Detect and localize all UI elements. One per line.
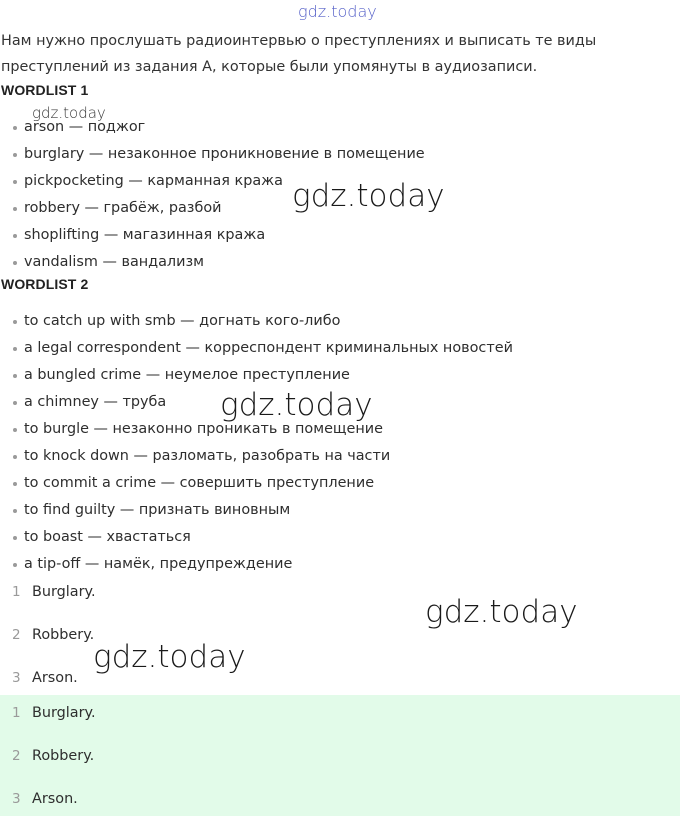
list-item: to catch up with smb — догнать кого-либо	[0, 308, 680, 335]
answer-item	[0, 743, 680, 786]
answer-item	[0, 579, 680, 622]
answer-item	[0, 700, 680, 743]
list-item: to burgle — незаконно проникать в помещение	[0, 416, 680, 443]
intro-text: Нам нужно прослушать радиоинтервью о преступлениях и выписать те виды преступлений из задания А, которые были упомянуты в аудиозаписи.	[1, 33, 597, 75]
list-item: arson — поджог	[0, 114, 680, 141]
watermark: gdz.today	[93, 639, 246, 675]
answer-number: 1	[12, 584, 21, 600]
list-item: a tip-off — намёк, предупреждение	[0, 551, 680, 578]
wordlist-2-heading: WORDLIST 2	[1, 276, 89, 292]
watermark-small: gdz.today	[32, 104, 106, 122]
wordlist-1-heading: WORDLIST 1	[1, 82, 89, 98]
list-item: a chimney — труба	[0, 389, 680, 416]
list-item: robbery — грабёж, разбой	[0, 195, 680, 222]
list-item: to boast — хвастаться	[0, 524, 680, 551]
answer-number: 1	[12, 705, 21, 721]
answer-text: Burglary.	[32, 584, 96, 600]
list-item: shoplifting — магазинная кража	[0, 222, 680, 249]
watermark: gdz.today	[220, 387, 373, 423]
answer-text: Arson.	[32, 670, 78, 686]
answer-text: Burglary.	[32, 705, 96, 721]
list-item: to commit a crime — совершить преступление	[0, 470, 680, 497]
watermark: gdz.today	[425, 594, 578, 630]
list-item: burglary — незаконное проникновение в помещение	[0, 141, 680, 168]
answer-number: 2	[12, 748, 21, 764]
watermark-top: gdz.today	[298, 2, 377, 21]
answer-item	[0, 786, 680, 829]
list-item: pickpocketing — карманная кража	[0, 168, 680, 195]
list-item: a legal correspondent — корреспондент криминальных новостей	[0, 335, 680, 362]
answer-text: Arson.	[32, 791, 78, 807]
answer-number: 2	[12, 627, 21, 643]
final-answer-list	[0, 700, 680, 829]
answer-text: Robbery.	[32, 748, 95, 764]
answer-number: 3	[12, 791, 21, 807]
watermark: gdz.today	[292, 178, 445, 214]
list-item: to knock down — разломать, разобрать на части	[0, 443, 680, 470]
list-item: vandalism — вандализм	[0, 249, 680, 276]
list-item: to find guilty — признать виновным	[0, 497, 680, 524]
answer-text: Robbery.	[32, 627, 95, 643]
list-item: a bungled crime — неумелое преступление	[0, 362, 680, 389]
wordlist-2	[0, 308, 680, 578]
answer-number: 3	[12, 670, 21, 686]
